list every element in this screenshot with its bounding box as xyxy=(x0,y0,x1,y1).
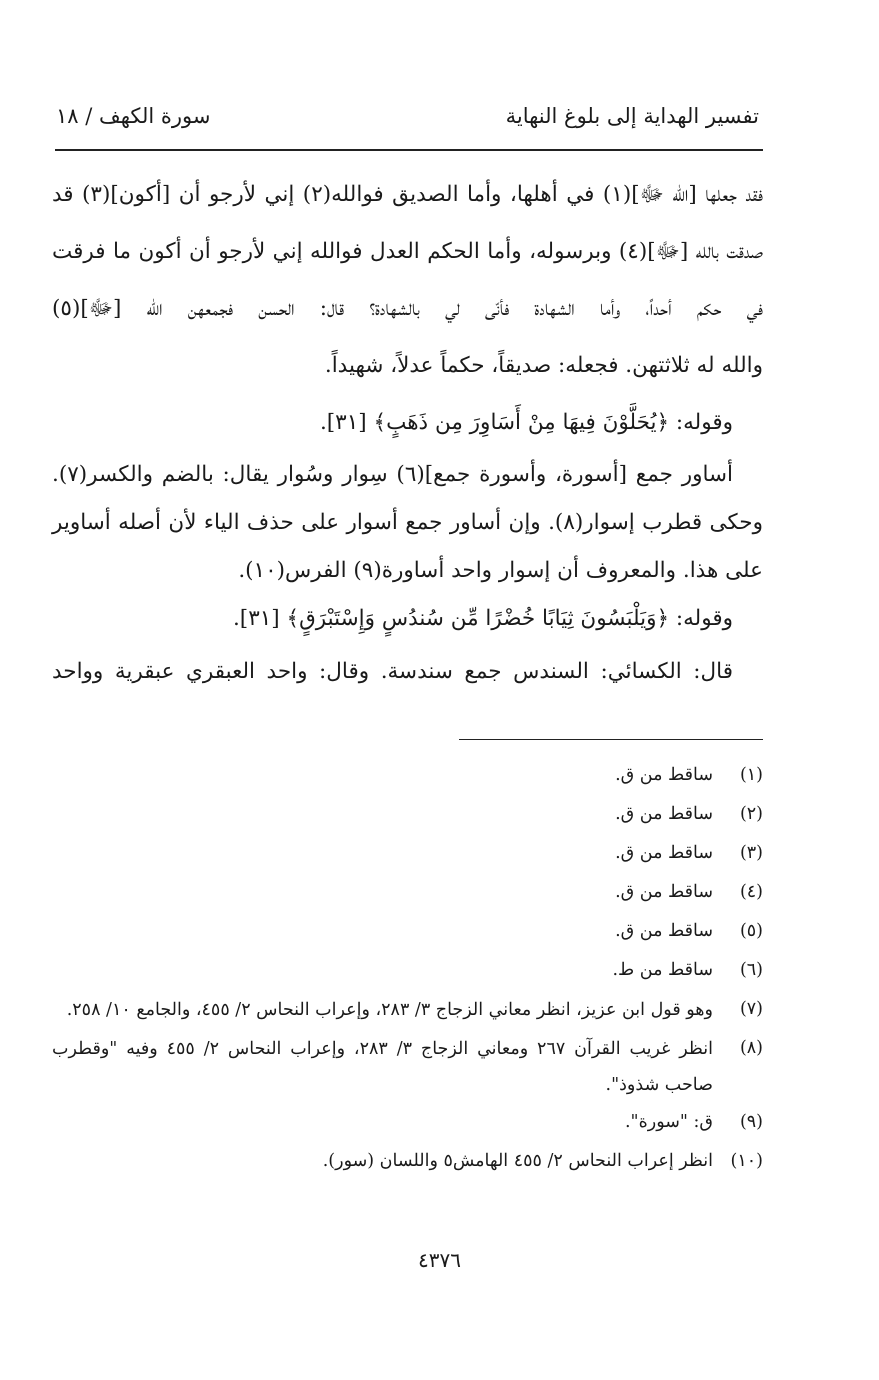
body-line: قال: الكسائي: السندس جمع سندسة. وقال: واحد العبقري عبقرية وواحد xyxy=(52,659,733,684)
footnote-text: انظر غريب القرآن ٢٦٧ ومعاني الزجاج ٣/ ٢٨٣، وإعراب النحاس ٢/ ٤٥٥ وفيه "وقطرب صاحب شذوذ". xyxy=(52,1039,713,1095)
footnotes xyxy=(52,756,763,1181)
body-line: صدقت بالله [ﷻ](٤) وبرسوله، وأما الحكم العدل فوالله إني لأرجو أن أكون ما فرقت xyxy=(52,239,763,264)
body-line: والله له ثلاثتهن. فجعله: صديقاً، حكماً عدلاً، شهيداً. xyxy=(324,353,763,378)
book-title: تفسير الهداية إلى بلوغ النهاية xyxy=(505,104,759,128)
footnote-number: (٧) xyxy=(739,999,763,1019)
footnote-text: ساقط من ط. xyxy=(612,960,713,980)
footnote xyxy=(52,1029,763,1103)
footnote-text: ساقط من ق. xyxy=(615,843,713,863)
footnote-number: (٦) xyxy=(739,960,763,980)
body-line: فقد جعلها [الله ﷻ](١) في أهلها، وأما الصديق فوالله(٢) إني لأرجو أن [أكون](٣) قد xyxy=(52,182,763,207)
footnote-number: (٩) xyxy=(739,1112,763,1132)
footnote-number: (٤) xyxy=(739,882,763,902)
footnote xyxy=(52,756,763,795)
footnote-number: (٣) xyxy=(739,843,763,863)
body-line: على هذا. والمعروف أن إسوار واحد أساورة(٩) الفرس(١٠). xyxy=(238,558,763,583)
footnote-text: انظر إعراب النحاس ٢/ ٤٥٥ الهامش٥ واللسان (سور). xyxy=(322,1151,713,1171)
body-line: وحكى قطرب إسوار(٨). وإن أساور جمع أسوار على حذف الياء لأن أصله أساوير xyxy=(52,510,763,535)
page-number: ٤٣٧٦ xyxy=(418,1248,461,1272)
header-rule xyxy=(55,149,763,151)
footnote-text: ساقط من ق. xyxy=(615,804,713,824)
chapter-title: سورة الكهف / ١٨ xyxy=(56,104,211,128)
footnote xyxy=(52,990,763,1029)
body-line: أساور جمع [أسورة، وأسورة جمع](٦) سِوار وسُوار يقال: بالضم والكسر(٧). xyxy=(52,462,734,487)
footnote xyxy=(52,795,763,834)
footnote-text: ساقط من ق. xyxy=(615,765,713,785)
footnote-text: ساقط من ق. xyxy=(615,921,713,941)
footnote xyxy=(52,873,763,912)
footnote xyxy=(52,1103,763,1142)
quran-verse: وقوله: ﴿وَيَلْبَسُونَ ثِيَابًا خُضْرًا مِّن سُندُسٍ وَإِسْتَبْرَقٍ﴾ [٣١]. xyxy=(232,606,733,631)
footnote xyxy=(52,951,763,990)
body-text xyxy=(52,166,763,700)
footnote-text: وهو قول ابن عزيز، انظر معاني الزجاج ٣/ ٢٨٣، وإعراب النحاس ٢/ ٤٥٥، والجامع ١٠/ ٢٥٨. xyxy=(66,1000,713,1020)
running-head xyxy=(56,96,759,136)
body-line: في حكم أحداً، وأما الشهادة فأنّى لي بالشهادة؟ قال: الحسن فجمعهن الله [ﷻ](٥) xyxy=(52,296,763,321)
footnote-text: ق: "سورة". xyxy=(624,1112,713,1132)
footnote-number: (١) xyxy=(739,765,763,785)
footnote-number: (١٠) xyxy=(730,1151,763,1171)
footnote-text: ساقط من ق. xyxy=(615,882,713,902)
quran-verse: وقوله: ﴿يُحَلَّوْنَ فِيهَا مِنْ أَسَاوِرَ مِن ذَهَبٍ﴾ [٣١]. xyxy=(319,410,733,435)
footnote-number: (٥) xyxy=(739,921,763,941)
footnote xyxy=(52,834,763,873)
footnote-number: (٢) xyxy=(739,804,763,824)
footnote-rule xyxy=(459,739,763,740)
footnote xyxy=(52,912,763,951)
footnote xyxy=(52,1142,763,1181)
footnote-number: (٨) xyxy=(739,1038,763,1058)
